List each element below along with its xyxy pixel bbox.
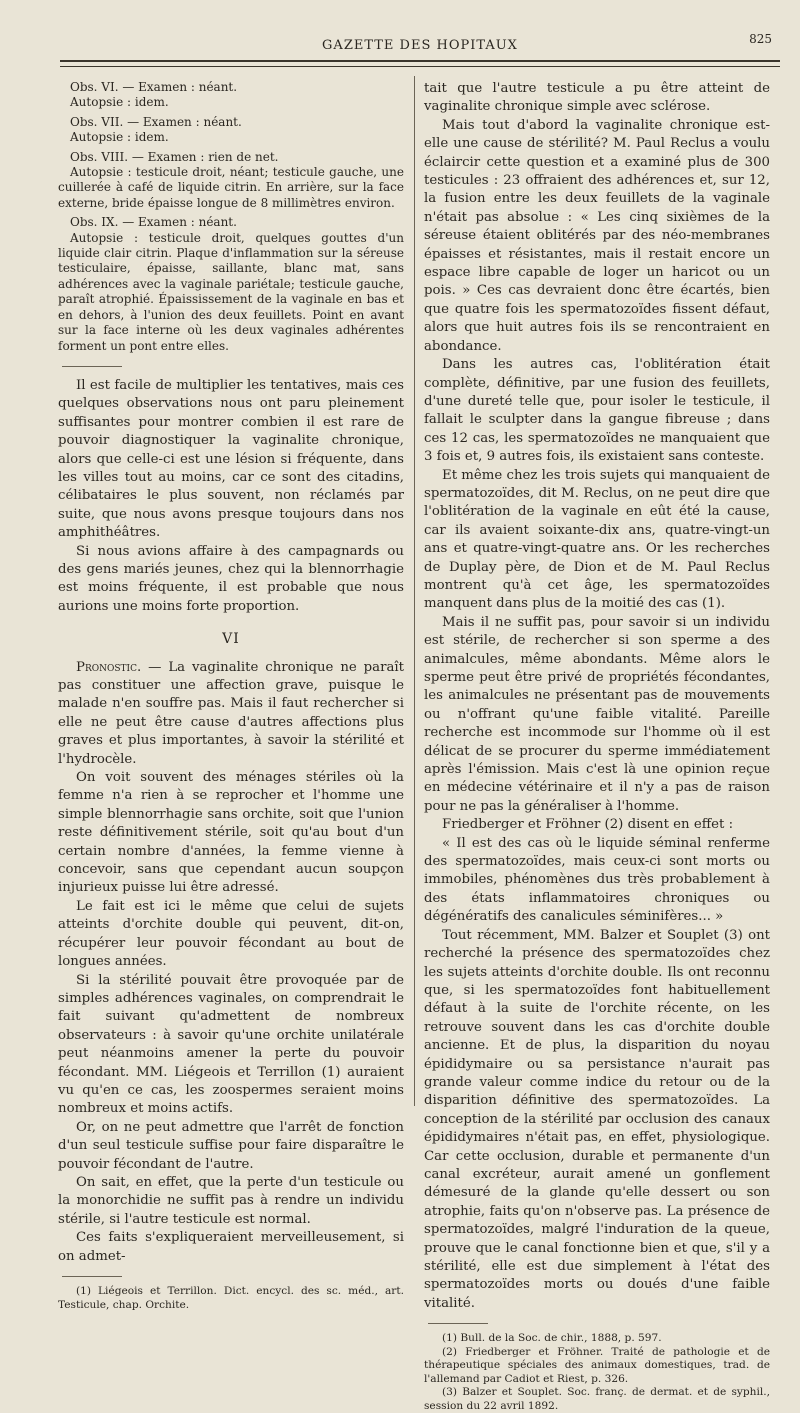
paragraph: Si nous avions affaire à des campagnards ou des gens mariés jeunes, chez qui la blennorrhagie est moins fréquente, il est probable que nous aurions une moins forte proportion. [58,543,404,614]
obs-title: Obs. VII. — Examen : néant. [70,114,242,129]
paragraph: Tout récemment, MM. Balzer et Souplet (3) ont recherché la présence des spermatozoïdes chez les sujets atteints d'orchite double. Ils ont reconnu que, si les spermatozoïdes font habituellement défaut à la suite de l'orchite récente, on les retrouve souvent dans les cas d'orchite double ancienne. Et de plus, la disparition du noyau épididymaire ou sa persistance n'aurait pas grande valeur comme indice du retour ou de la disparition définitive des spermatozoïdes. La conception de la stérilité par occlusion des canaux épididymaires n'était pas, en effet, physiologique. Car cette occlusion, durable et permanente d'un canal excréteur, aurait amené un gonflement démesuré de la glande qu'elle dessert ou son atrophie, faits qu'on n'observe pas. La présence de spermatozoïdes, malgré l'induration de la queue, prouve que le canal fonctionne bien et que, s'il y a stérilité, elle est due simplement à l'état des spermatozoïdes morts ou doués d'une faible vitalité. [424,927,770,1311]
paragraph: Et même chez les trois sujets qui manquaient de spermatozoïdes, dit M. Reclus, on ne peut dire que l'oblitération de la vaginale en eût été la cause, car ils avaient soixante-dix ans, quatre-vingt-un ans et quatre-vingt-quatre ans. Or les recherches de Duplay père, de Dion et de M. Paul Reclus montrent qu'à cet âge, les spermatozoïdes manquent dans plus de la moitié des cas (1). [424,467,770,612]
observation-7 [58,115,404,146]
paragraph: Si la stérilité pouvait être provoquée par de simples adhérences vaginales, on comprendrait le fait suivant qu'admettent de nombreux observateurs : à savoir qu'une orchite unilatérale peut néanmoins amener la perte du pouvoir fécondant. MM. Liégeois et Terrillon (1) auraient vu qu'en ce cas, les zoospermes seraient moins nombreux et moins actifs. [58,972,404,1117]
paragraph: Mais il ne suffit pas, pour savoir si un individu est stérile, de rechercher si son sperme a des animalcules, même abondants. Même alors le sperme peut être privé de propriétés fécondantes, les animalcules ne présentant pas de mouvements ou n'offrant qu'une faible vitalité. Pareille recherche est incommode sur l'homme où il est délicat de se procurer du sperme immédiatement après l'émission. Mais c'est là une opinion reçue en médecine vétérinaire et il n'y a pas de raison pour ne pas la généraliser à l'homme. [424,614,770,814]
paragraph: On sait, en effet, que la perte d'un testicule ou la monorchidie ne suffit pas à rendre un individu stérile, si l'autre testicule est normal. [58,1174,404,1227]
footnote: (1) Bull. de la Soc. de chir., 1888, p. 597. [442,1332,662,1345]
section-heading: VI [222,631,240,648]
obs-title: Obs. VI. — Examen : néant. [70,80,238,94]
paragraph: Dans les autres cas, l'oblitération était complète, définitive, par une fusion des feuillets, d'une dureté telle que, pour isoler le testicule, il fallait le sculpter dans la gangue fibreuse ; dans ces 12 cas, les spermatozoïdes ne manquaient que 3 fois et, 9 autres fois, ils existaient sans conteste. [424,357,770,465]
paragraph: Il est facile de multiplier les tentatives, mais ces quelques observations nous ont paru pleinement suffisantes pour montrer combien il est rare de pouvoir diagnostiquer la vaginalite chronique, alors que celle-ci est une lésion si fréquente, dans les villes tout au moins, car ce sont des citadins, célibataires le plus souvent, non réclamés par suite, que nous avons presque toujours dans nos amphithéâtres. [58,377,404,541]
paragraph: Ces faits s'expliqueraient merveilleusement, si on admet- [58,1230,404,1264]
observation-8 [58,150,404,212]
header-rule-thin [60,66,780,67]
separator-rule [62,366,122,367]
obs-autopsy: Autopsie : testicule droit, néant; testicule gauche, une cuillerée à café de liquide citrin. En arrière, sur la face externe, bride épaisse longue de 8 millimètres environ. [58,165,404,210]
paragraph: Or, on ne peut admettre que l'arrêt de fonction d'un seul testicule suffise pour faire disparaître le pouvoir fécondant de l'autre. [58,1119,404,1172]
prognostic-text: — La vaginalite chronique ne paraît pas constituer une affection grave, puisque le malade n'en souffre pas. Mais il faut rechercher si elle ne peut être cause d'autres affections plus graves et plus importantes, à savoir la stérilité et l'hydrocèle. [58,659,404,767]
page-header [60,30,780,60]
observation-6 [58,80,404,111]
paragraph: On voit souvent des ménages stériles où la femme n'a rien à se reprocher et l'homme une simple blennorrhagie sans orchite, soit que l'union reste définitivement stérile, soit qu'au bout d'un certain nombre d'années, la femme vienne à concevoir, sans que cependant aucun soupçon injurieux puisse lui être adressé. [58,770,404,896]
prognostic-label: Pronostic. [76,659,142,675]
footnote: (1) Liégeois et Terrillon. Dict. encycl. des sc. méd., art. Testicule, chap. Orchite. [58,1285,404,1311]
paragraph: Mais tout d'abord la vaginalite chronique est-elle une cause de stérilité? M. Paul Reclus a voulu éclaircir cette question et a examiné plus de 300 testicules : 23 offraient des adhérences et, sur 12, la fusion entre les deux feuillets de la vaginale n'était pas absolue : « Les cinq sixièmes de la séreuse étaient oblitérés par des néo-membranes épaisses et résistantes, mais il restait encore un espace libre capable de loger un haricot ou un pois. » Ces cas devraient donc être écartés, bien que quatre fois les spermatozoïdes fissent défaut, alors que huit autres fois ils se rencontraient en abondance. [424,117,770,354]
footnote: (3) Balzer et Souplet. Soc. franç. de dermat. et de syphil., session du 22 avril 1892. [424,1386,770,1412]
obs-autopsy: Autopsie : testicule droit, quelques gouttes d'un liquide clair citrin. Plaque d'inflammation sur la séreuse testiculaire, épaisse, saillante, blanc mat, sans adhérences avec la vaginale pariétale; testicule gauche, paraît atrophié. Épaississement de la vaginale en bas et en dehors, à l'union des deux feuillets. Point en avant sur la face interne où les deux vaginales adhérentes forment un pont entre elles. [58,230,404,353]
header-rule-thick [60,60,780,62]
obs-title: Obs. IX. — Examen : néant. [70,215,237,230]
paragraph: Friedberger et Fröhner (2) disent en effet : [442,817,734,833]
paragraph-prognostic [58,659,404,769]
journal-title: GAZETTE DES HOPITAUX [322,38,518,53]
quotation: « Il est des cas où le liquide séminal renferme des spermatozoïdes, mais ceux-ci sont morts ou immobiles, phénomènes dus très probablement à des états inflammatoires chroniques ou dégénératifs des canalicules séminifères... » [424,835,770,925]
paragraph: Le fait est ici le même que celui de sujets atteints d'orchite double qui peuvent, dit-on, récupérer leur pouvoir fécondant au bout de longues années. [58,898,404,970]
footnote-rule [428,1323,488,1324]
observation-9 [58,215,404,354]
obs-title: Obs. VIII. — Examen : rien de net. [70,149,279,164]
footnote: (2) Friedberger et Fröhner. Traité de pathologie et de thérapeutique spéciales des animaux domestiques, trad. de l'allemand par Cadiot et Riest, p. 326. [424,1345,770,1385]
column-divider [414,76,415,1106]
footnote-rule [62,1276,122,1277]
page-number: 825 [749,32,772,46]
obs-autopsy: Autopsie : idem. [70,130,169,145]
left-column [58,80,404,1312]
obs-autopsy: Autopsie : idem. [70,95,169,110]
paragraph: tait que l'autre testicule a pu être atteint de vaginalite chronique simple avec sclérose. [424,81,770,115]
right-column [424,80,770,1413]
